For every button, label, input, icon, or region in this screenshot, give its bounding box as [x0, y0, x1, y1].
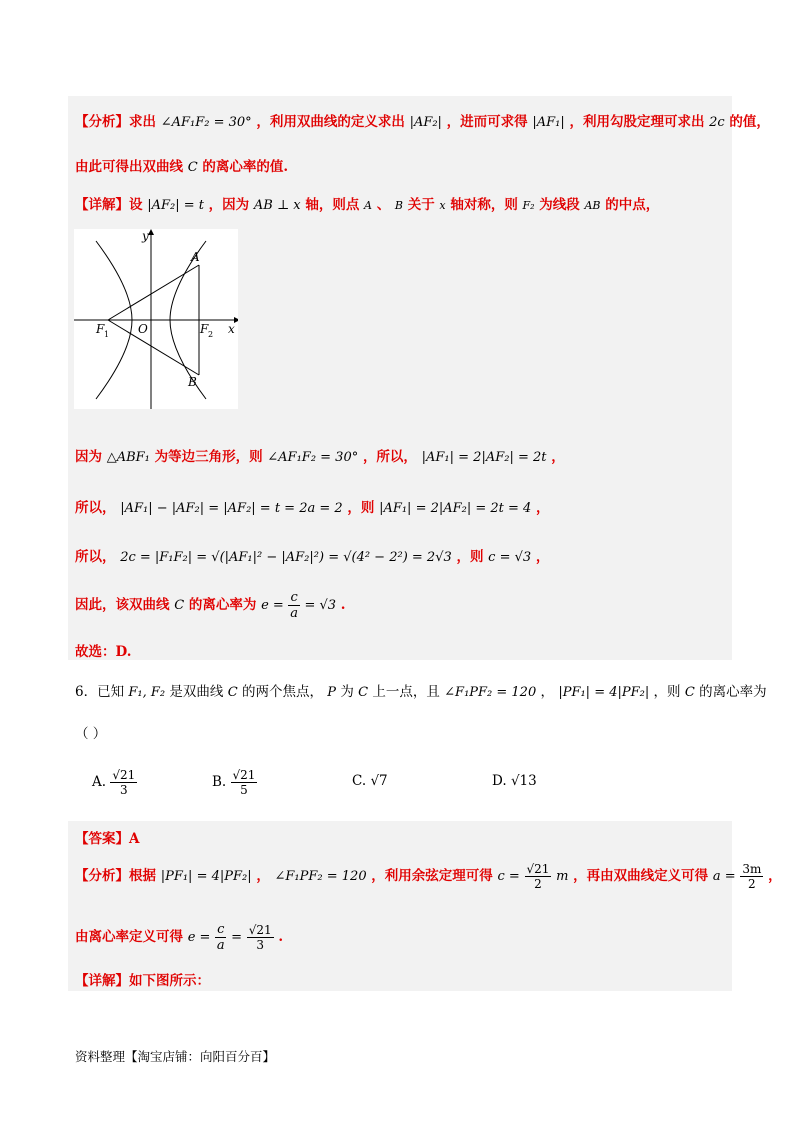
derivation-line-2: 所以， |AF₁| − |AF₂| = |AF₂| = t = 2a = 2 ，则 |AF₁| = 2|AF₂| = 2t = 4 ，	[75, 500, 550, 516]
answer-analysis-line-2: 由离心率定义可得 e = $\frac{c}{a}$ = $\frac{√21}{3}$ .	[75, 922, 284, 953]
hyperbola-figure	[74, 229, 238, 409]
analysis-line-2: 由此可得出双曲线 C 的离心率的值.	[75, 159, 289, 175]
math: |PF₁| = 4|PF₂|	[160, 869, 252, 884]
answer-line: 【答案】A	[75, 831, 140, 847]
math: ∠F₁PF₂ = 120	[444, 685, 537, 700]
option-C[interactable]: C. √7	[352, 773, 388, 789]
detail-line: 【详解】设 |AF₂| = t ，因为 AB ⊥ x 轴，则点 A 、 B 关于 x 轴对称，则 F₂ 为线段 AB 的中点，	[75, 197, 660, 213]
math: |PF₁| = 4|PF₂|	[558, 685, 650, 700]
math: AB	[584, 199, 601, 212]
figure-label-F1: F	[96, 322, 105, 336]
math: ∠AF₁F₂ = 30°	[160, 115, 252, 130]
figure-label-F1-sub: 1	[104, 330, 110, 339]
derivation-line-3: 所以， 2c = |F₁F₂| = √(|AF₁|² − |AF₂|²) = √(4² − 2²) = 2√3 ，则 c = √3 ，	[75, 549, 550, 565]
fraction: $\frac{3m}{2}$	[742, 862, 762, 891]
math: ∠F₁PF₂ = 120	[274, 869, 367, 884]
math: |AF₁| − |AF₂| = |AF₂| = t = 2a = 2	[120, 501, 343, 516]
math: C	[358, 685, 369, 700]
math: F₂	[522, 199, 535, 212]
math: m	[556, 869, 569, 884]
option-B[interactable]: B. $\frac{√21}{5}$	[212, 768, 256, 797]
fraction: $\frac{√21}{5}$	[232, 768, 256, 797]
math: 2c = |F₁F₂| = √(|AF₁|² − |AF₂|²) = √(4² − 2²) = 2√3	[120, 550, 452, 565]
fraction: $\frac{c}{a}$	[290, 590, 298, 621]
analysis-line-1: 【分析】求出 ∠AF₁F₂ = 30° ，利用双曲线的定义求出 |AF₂| ，进而可求得 |AF₁| ，利用勾股定理可求出 2c 的值，	[75, 114, 770, 130]
figure-label-B: B	[188, 375, 197, 389]
math: A	[364, 199, 372, 212]
figure-label-A: A	[191, 250, 200, 264]
math: C	[187, 160, 198, 175]
math: x	[439, 199, 446, 212]
math: c = √3	[488, 550, 532, 565]
figure-label-F2: F	[200, 322, 209, 336]
math: a =	[712, 869, 736, 884]
math: B	[394, 199, 403, 212]
figure-label-x: x	[228, 322, 235, 336]
footer-note: 资料整理【淘宝店铺：向阳百分百】	[75, 1049, 276, 1064]
math: = √3	[304, 598, 337, 613]
math: P	[327, 685, 337, 700]
question-6: 6．已知 F₁, F₂ 是双曲线 C 的两个焦点， P 为 C 上一点，且 ∠F₁PF₂ = 120 ， |PF₁| = 4|PF₂| ，则 C 的离心率为	[75, 684, 767, 700]
figure-label-O: O	[138, 322, 148, 336]
answer-analysis-line-1: 【分析】根据 |PF₁| = 4|PF₂| ， ∠F₁PF₂ = 120 ，利用余弦定理可得 c = $\frac{√21}{2}$ m ，再由双曲线定义可得 a = $\frac{3m}{2}$ ，	[75, 862, 782, 891]
figure-background	[74, 229, 238, 409]
math: 2c	[709, 115, 725, 130]
fraction: $\frac{√21}{3}$	[248, 923, 272, 952]
math: c =	[497, 869, 520, 884]
math: C	[174, 598, 185, 613]
derivation-line-4: 因此，该双曲线 C 的离心率为 e = $\frac{c}{a}$ = √3 .	[75, 590, 346, 621]
derivation-line-1: 因为 △ABF₁ 为等边三角形，则 ∠AF₁F₂ = 30° ，所以， |AF₁| = 2|AF₂| = 2t ，	[75, 449, 565, 465]
math: e =	[261, 598, 284, 613]
math: |AF₁| = 2|AF₂| = 2t	[421, 450, 547, 465]
fraction: $\frac{c}{a}$	[216, 922, 225, 953]
math: C	[684, 685, 695, 700]
fraction: $\frac{√21}{2}$	[526, 862, 550, 891]
figure-label-F2-sub: 2	[208, 330, 214, 339]
math: =	[231, 930, 243, 945]
math: ∠AF₁F₂ = 30°	[267, 450, 359, 465]
fraction: $\frac{√21}{3}$	[112, 768, 136, 797]
final-choice: 故选：D.	[75, 644, 132, 660]
option-D[interactable]: D. √13	[492, 773, 537, 789]
math: |AF₁| = 2|AF₂| = 2t = 4	[379, 501, 532, 516]
math: e =	[187, 930, 211, 945]
figure-label-y: y	[142, 229, 149, 243]
answer-detail-line: 【详解】如下图所示：	[75, 973, 210, 989]
math: F₁, F₂	[128, 685, 166, 700]
math: △ABF₁	[106, 450, 150, 465]
math: |AF₂|	[409, 115, 442, 130]
math: |AF₁|	[532, 115, 565, 130]
question-6-paren: （ ）	[75, 726, 107, 742]
math: |AF₂| = t	[147, 198, 204, 213]
solution-block-2	[68, 821, 732, 991]
option-A[interactable]: A. $\frac{√21}{3}$	[92, 768, 136, 797]
math: C	[227, 685, 238, 700]
math: AB ⊥ x	[253, 198, 301, 213]
